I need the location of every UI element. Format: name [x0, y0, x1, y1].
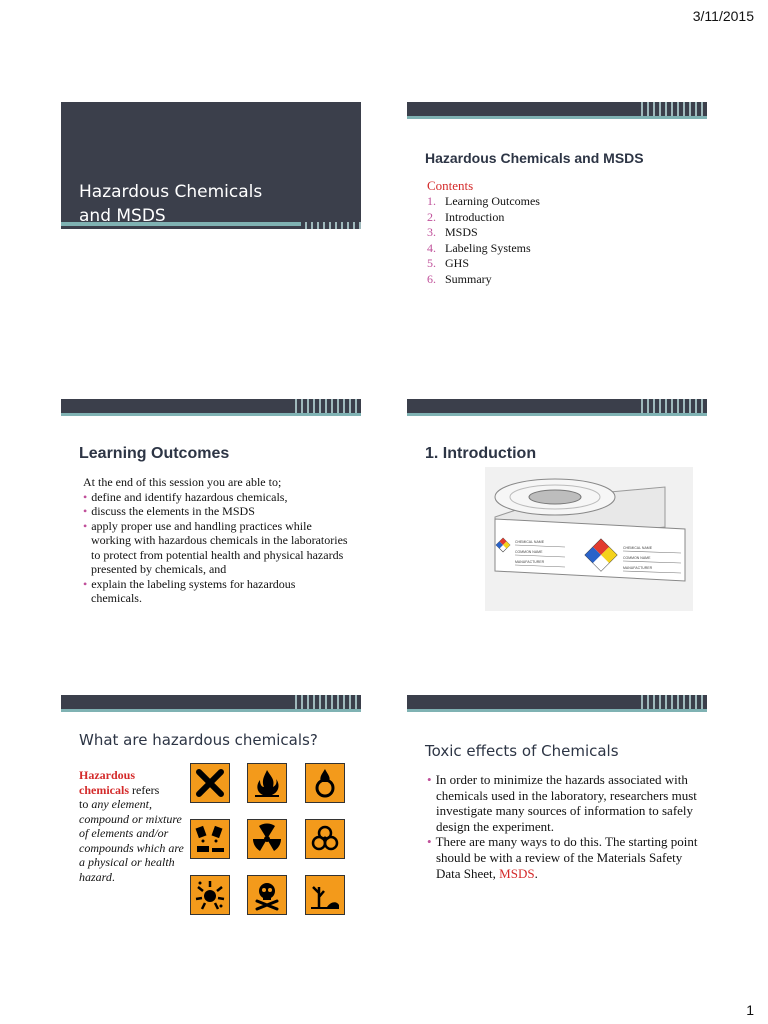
radioactive-icon [247, 819, 287, 859]
slide-5 [61, 695, 361, 920]
slide-title: 1. Introduction [425, 445, 537, 462]
slide-title-line-1: Hazardous Chemicals [79, 182, 263, 202]
outcomes-body [83, 475, 348, 606]
item-number: 4. [427, 240, 436, 255]
slide-top-rule [407, 413, 707, 416]
slide-top-rule [407, 116, 707, 119]
slide-top-stripe [291, 695, 361, 709]
list-item [427, 194, 540, 210]
slide-title: Learning Outcomes [79, 445, 230, 462]
item-number: 2. [427, 209, 436, 224]
corrosive-icon [190, 819, 230, 859]
list-item [427, 210, 540, 226]
harmful-x-icon [190, 763, 230, 803]
list-item [427, 241, 540, 257]
title-panel-stripe [301, 222, 361, 229]
item-label: MSDS [445, 225, 478, 239]
label-manufacturer: MANUFACTURER [623, 566, 653, 570]
page-number: 1 [746, 1002, 754, 1018]
term-highlight: Hazardous chemicals [79, 768, 136, 797]
explosive-icon [190, 875, 230, 915]
item-number: 1. [427, 194, 436, 208]
item-label: Learning Outcomes [445, 194, 540, 208]
list-item [427, 256, 540, 272]
slide-title: Hazardous Chemicals and MSDS [425, 150, 644, 166]
biohazard-icon [305, 819, 345, 859]
bullet-text: define and identify hazardous chemicals, [91, 489, 288, 504]
item-number: 6. [427, 271, 436, 286]
label-roll-image [485, 467, 693, 611]
bullet-icon: • [83, 489, 88, 504]
label-common-name-small: COMMON NAME [515, 550, 543, 554]
toxic-skull-icon [247, 875, 287, 915]
slide-6 [407, 695, 707, 920]
definition-italic: any element, compound or mixture of elements and/or compounds which are a physical or health hazard [79, 797, 184, 884]
slide-top-stripe [637, 399, 707, 413]
item-label: GHS [445, 256, 470, 270]
period-text: . [111, 869, 115, 884]
label-chemical-name-small: CHEMICAL NAME [515, 540, 545, 544]
bullet-icon: • [83, 518, 88, 533]
list-item [427, 272, 540, 288]
refers-text: refers [129, 782, 160, 797]
slide-top-rule [61, 413, 361, 416]
list-item [427, 225, 540, 241]
slide-4 [407, 399, 707, 624]
bullet-icon: • [427, 834, 432, 850]
list-item [83, 490, 348, 505]
slide-2 [407, 102, 707, 327]
print-date: 3/11/2015 [692, 8, 754, 24]
label-manufacturer-small: MANUFACTURER [515, 560, 545, 564]
msds-highlight: MSDS [499, 865, 535, 881]
flammable-icon [247, 763, 287, 803]
list-item [83, 577, 348, 606]
outcomes-intro: At the end of this session you are able to; [83, 475, 282, 489]
slide-title: Toxic effects of Chemicals [425, 742, 619, 760]
contents-label: Contents [427, 178, 474, 193]
item-number: 3. [427, 225, 436, 239]
list-item [83, 504, 348, 519]
bullet-icon: • [427, 772, 432, 787]
to-text: to [79, 797, 92, 811]
toxic-effects-body [427, 772, 703, 881]
slide-title [79, 180, 262, 228]
slide-top-stripe [291, 399, 361, 413]
hazard-symbols-grid [190, 763, 350, 915]
oxidizing-icon [305, 763, 345, 803]
slide-1 [61, 102, 361, 327]
slide-3 [61, 399, 361, 624]
item-label: Labeling Systems [445, 240, 531, 255]
bullet-text: There are many ways to do this. The starting point should be with a review of the Materials Safety Data Sheet, [435, 834, 698, 881]
bullet-text: explain the labeling systems for hazardous chemicals. [91, 576, 296, 605]
slide-top-stripe [637, 695, 707, 709]
bullet-icon: • [83, 504, 88, 518]
item-label: Summary [445, 271, 492, 286]
bullet-text: discuss the elements in the MSDS [91, 504, 255, 518]
item-label: Introduction [445, 209, 505, 224]
slide-top-rule [407, 709, 707, 712]
slide-title: What are hazardous chemicals? [79, 731, 318, 749]
slide-title-line-2: and MSDS [79, 206, 166, 226]
label-common-name: COMMON NAME [623, 556, 651, 560]
label-roll-illustration [485, 467, 693, 611]
item-number: 5. [427, 256, 436, 270]
slide-top-rule [61, 709, 361, 712]
period-text: . [534, 865, 538, 881]
bullet-text: In order to minimize the hazards associated with chemicals used in the laboratory, researchers must investigate many sources of information to safely design the experiment. [435, 772, 697, 834]
contents-list [427, 194, 540, 287]
definition-text [79, 768, 187, 884]
list-item [427, 772, 703, 834]
list-item [83, 519, 348, 577]
environment-hazard-icon [305, 875, 345, 915]
list-item [427, 834, 703, 881]
bullet-text: apply proper use and handling practices while working with hazardous chemicals in the laboratories to protect from potential health and physical hazards presented by chemicals, and [91, 518, 348, 576]
label-chemical-name: CHEMICAL NAME [623, 546, 653, 550]
slide-top-stripe [637, 102, 707, 116]
bullet-icon: • [83, 576, 88, 591]
